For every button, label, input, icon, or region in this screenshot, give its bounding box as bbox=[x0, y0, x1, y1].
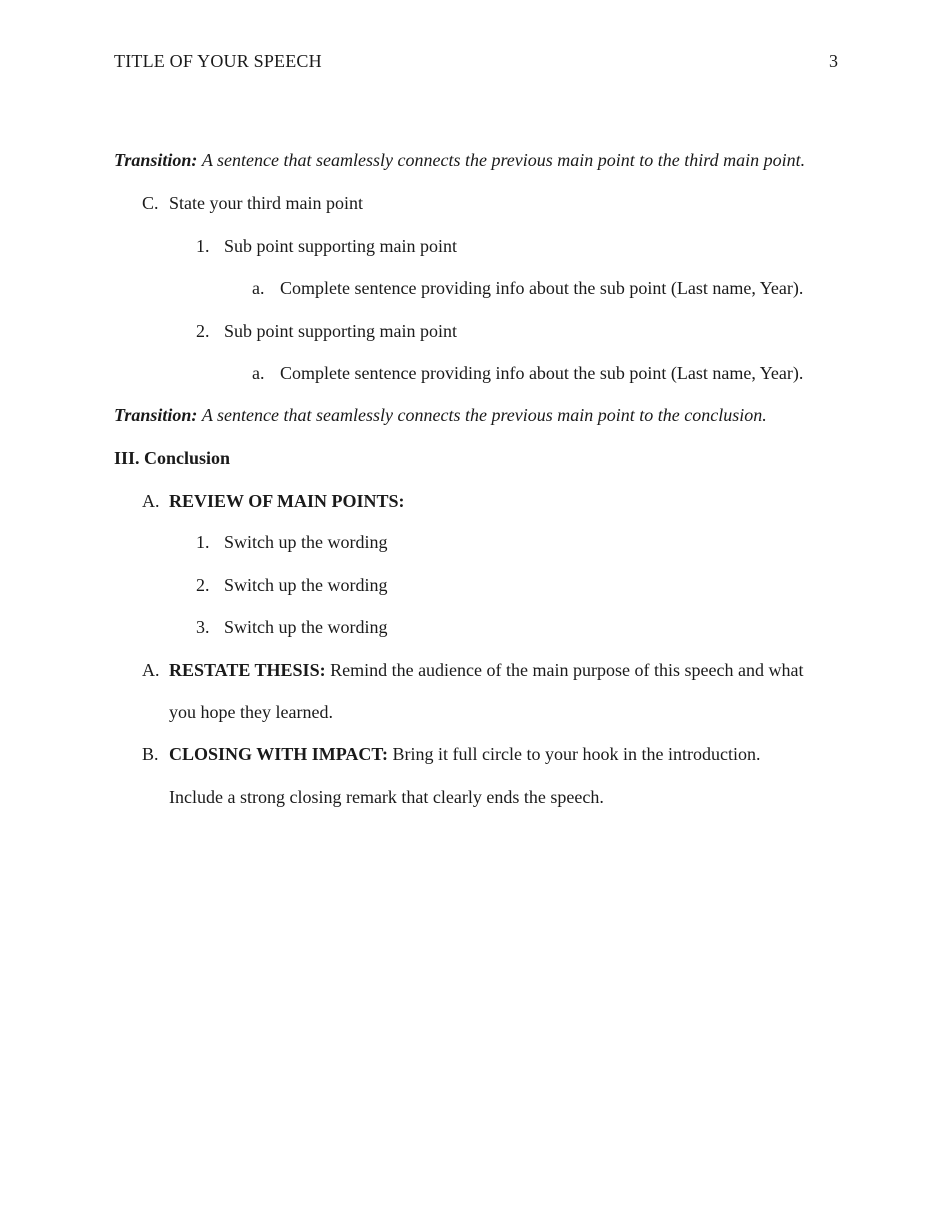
closing-marker: B. bbox=[142, 744, 159, 764]
restate-text: Remind the audience of the main purpose of this speech and what bbox=[330, 660, 804, 680]
page-number: 3 bbox=[829, 51, 838, 71]
restate-line-1 bbox=[169, 659, 803, 681]
sub-point-2-detail-marker: a. bbox=[252, 363, 265, 383]
review-item-1-text: Switch up the wording bbox=[224, 532, 388, 552]
closing-line-1 bbox=[169, 743, 760, 765]
running-head-title: TITLE OF YOUR SPEECH bbox=[114, 51, 322, 71]
transition-line-2 bbox=[114, 404, 767, 426]
transition-text: A sentence that seamlessly connects the previous main point to the conclusion. bbox=[201, 405, 767, 425]
closing-label: CLOSING WITH IMPACT: bbox=[169, 744, 389, 764]
review-marker: A. bbox=[142, 491, 160, 511]
review-label: REVIEW OF MAIN POINTS: bbox=[169, 491, 405, 511]
restate-label: RESTATE THESIS: bbox=[169, 660, 326, 680]
sub-point-2-detail-text: Complete sentence providing info about the sub point (Last name, Year). bbox=[280, 363, 804, 383]
main-point-c-text: State your third main point bbox=[169, 193, 363, 213]
closing-text: Bring it full circle to your hook in the introduction. bbox=[392, 744, 761, 764]
restate-marker: A. bbox=[142, 660, 160, 680]
review-item-2-text: Switch up the wording bbox=[224, 575, 388, 595]
review-item-1-marker: 1. bbox=[196, 532, 210, 552]
sub-point-2-text: Sub point supporting main point bbox=[224, 321, 458, 341]
conclusion-heading: III. Conclusion bbox=[114, 448, 231, 468]
transition-label: Transition: bbox=[114, 150, 198, 170]
closing-line-2: Include a strong closing remark that clearly ends the speech. bbox=[169, 787, 604, 807]
review-item-3-text: Switch up the wording bbox=[224, 617, 388, 637]
restate-line-2: you hope they learned. bbox=[169, 702, 333, 722]
sub-point-2-marker: 2. bbox=[196, 321, 210, 341]
review-item-3-marker: 3. bbox=[196, 617, 210, 637]
sub-point-1-text: Sub point supporting main point bbox=[224, 236, 458, 256]
transition-label: Transition: bbox=[114, 405, 198, 425]
transition-line-1 bbox=[114, 149, 805, 171]
review-item-2-marker: 2. bbox=[196, 575, 210, 595]
transition-text: A sentence that seamlessly connects the previous main point to the third main point. bbox=[201, 150, 806, 170]
main-point-c-marker: C. bbox=[142, 193, 159, 213]
sub-point-1-detail-marker: a. bbox=[252, 278, 265, 298]
sub-point-1-detail-text: Complete sentence providing info about the sub point (Last name, Year). bbox=[280, 278, 804, 298]
sub-point-1-marker: 1. bbox=[196, 236, 210, 256]
